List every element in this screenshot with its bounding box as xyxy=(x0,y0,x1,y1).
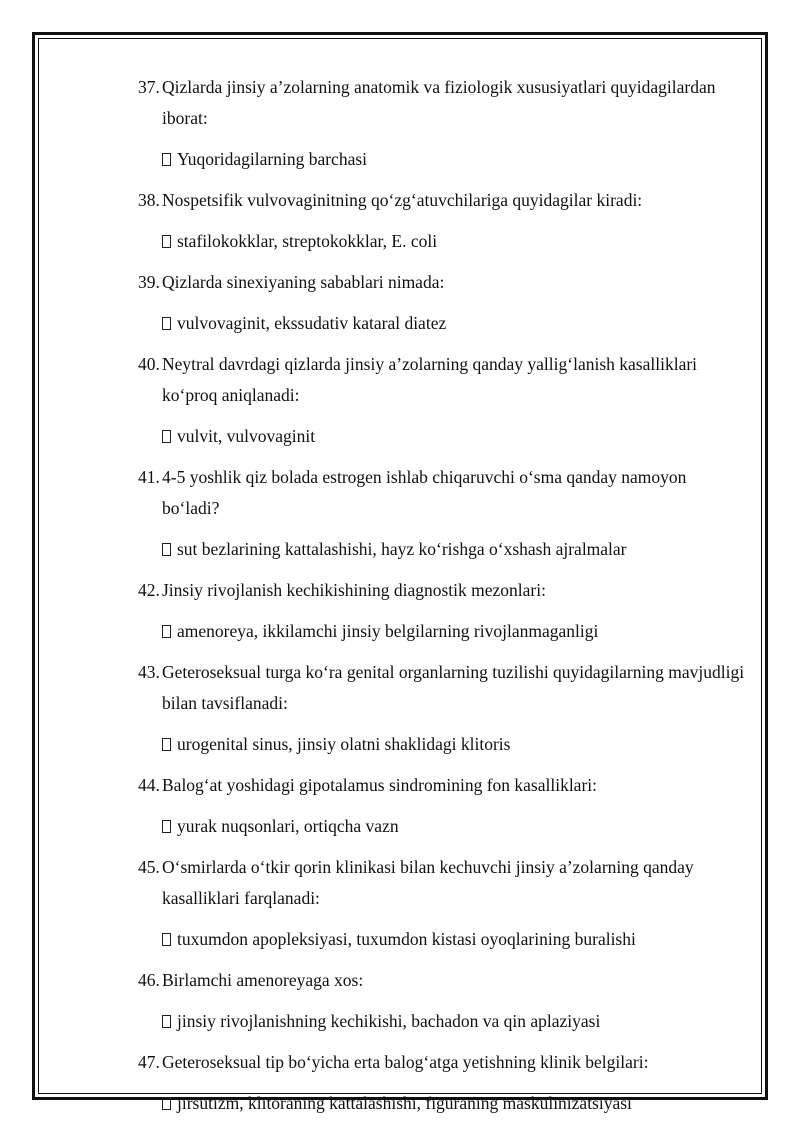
checkbox-glyph-icon xyxy=(162,738,171,751)
checkbox-glyph-icon xyxy=(162,235,171,248)
answer-text: sut bezlarining kattalashishi, hayz ko‘rishga o‘xshash ajralmalar xyxy=(138,534,748,565)
checkbox-glyph-icon xyxy=(162,625,171,638)
question-number: 37. xyxy=(138,77,160,97)
question-number: 43. xyxy=(138,662,160,682)
question-item xyxy=(138,965,748,1037)
checkbox-glyph-icon xyxy=(162,820,171,833)
question-item xyxy=(138,1047,748,1119)
question-item xyxy=(138,185,748,257)
answer-text: yurak nuqsonlari, ortiqcha vazn xyxy=(138,811,748,842)
question-item xyxy=(138,72,748,175)
question-number: 47. xyxy=(138,1052,160,1072)
checkbox-glyph-icon xyxy=(162,933,171,946)
question-text: 45. O‘smirlarda o‘tkir qorin klinikasi bilan kechuvchi jinsiy a’zolarning qanday kasalliklari farqlanadi: xyxy=(138,852,748,914)
question-number: 41. xyxy=(138,467,160,487)
question-number: 44. xyxy=(138,775,160,795)
question-text: 40. Neytral davrdagi qizlarda jinsiy a’zolarning qanday yallig‘lanish kasalliklari ko‘proq aniqlanadi: xyxy=(138,349,748,411)
question-item xyxy=(138,267,748,339)
question-item xyxy=(138,770,748,842)
answer-text: jirsutizm, klitoraning kattalashishi, figuraning maskulinizatsiyasi xyxy=(138,1088,748,1119)
question-number: 38. xyxy=(138,190,160,210)
question-number: 45. xyxy=(138,857,160,877)
answer-text: urogenital sinus, jinsiy olatni shaklidagi klitoris xyxy=(138,729,748,760)
checkbox-glyph-icon xyxy=(162,543,171,556)
question-number: 39. xyxy=(138,272,160,292)
checkbox-glyph-icon xyxy=(162,430,171,443)
question-number: 40. xyxy=(138,354,160,374)
question-item xyxy=(138,462,748,565)
question-item xyxy=(138,349,748,452)
answer-text: vulvovaginit, ekssudativ kataral diatez xyxy=(138,308,748,339)
question-number: 46. xyxy=(138,970,160,990)
question-text: 42. Jinsiy rivojlanish kechikishining diagnostik mezonlari: xyxy=(138,575,748,606)
answer-text: amenoreya, ikkilamchi jinsiy belgilarning rivojlanmaganligi xyxy=(138,616,748,647)
question-text: 41. 4-5 yoshlik qiz bolada estrogen ishlab chiqaruvchi o‘sma qanday namoyon bo‘ladi? xyxy=(138,462,748,524)
answer-text: jinsiy rivojlanishning kechikishi, bachadon va qin aplaziyasi xyxy=(138,1006,748,1037)
question-list xyxy=(138,72,748,1129)
answer-text: tuxumdon apopleksiyasi, tuxumdon kistasi oyoqlarining buralishi xyxy=(138,924,748,955)
checkbox-glyph-icon xyxy=(162,1015,171,1028)
checkbox-glyph-icon xyxy=(162,153,171,166)
question-text: 43. Geteroseksual turga ko‘ra genital organlarning tuzilishi quyidagilarning mavjudligi bilan tavsiflanadi: xyxy=(138,657,748,719)
question-number: 42. xyxy=(138,580,160,600)
answer-text: Yuqoridagilarning barchasi xyxy=(138,144,748,175)
question-text: 46. Birlamchi amenoreyaga xos: xyxy=(138,965,748,996)
question-text: 47. Geteroseksual tip bo‘yicha erta balog‘atga yetishning klinik belgilari: xyxy=(138,1047,748,1078)
question-item xyxy=(138,575,748,647)
answer-text: stafilokokklar, streptokokklar, E. coli xyxy=(138,226,748,257)
checkbox-glyph-icon xyxy=(162,1097,171,1110)
question-item xyxy=(138,852,748,955)
question-text: 44. Balog‘at yoshidagi gipotalamus sindromining fon kasalliklari: xyxy=(138,770,748,801)
question-text: 38. Nospetsifik vulvovaginitning qo‘zg‘atuvchilariga quyidagilar kiradi: xyxy=(138,185,748,216)
question-text: 39. Qizlarda sinexiyaning sabablari nimada: xyxy=(138,267,748,298)
answer-text: vulvit, vulvovaginit xyxy=(138,421,748,452)
checkbox-glyph-icon xyxy=(162,317,171,330)
question-text: 37. Qizlarda jinsiy a’zolarning anatomik va fiziologik xususiyatlari quyidagilardan iborat: xyxy=(138,72,748,134)
question-item xyxy=(138,657,748,760)
